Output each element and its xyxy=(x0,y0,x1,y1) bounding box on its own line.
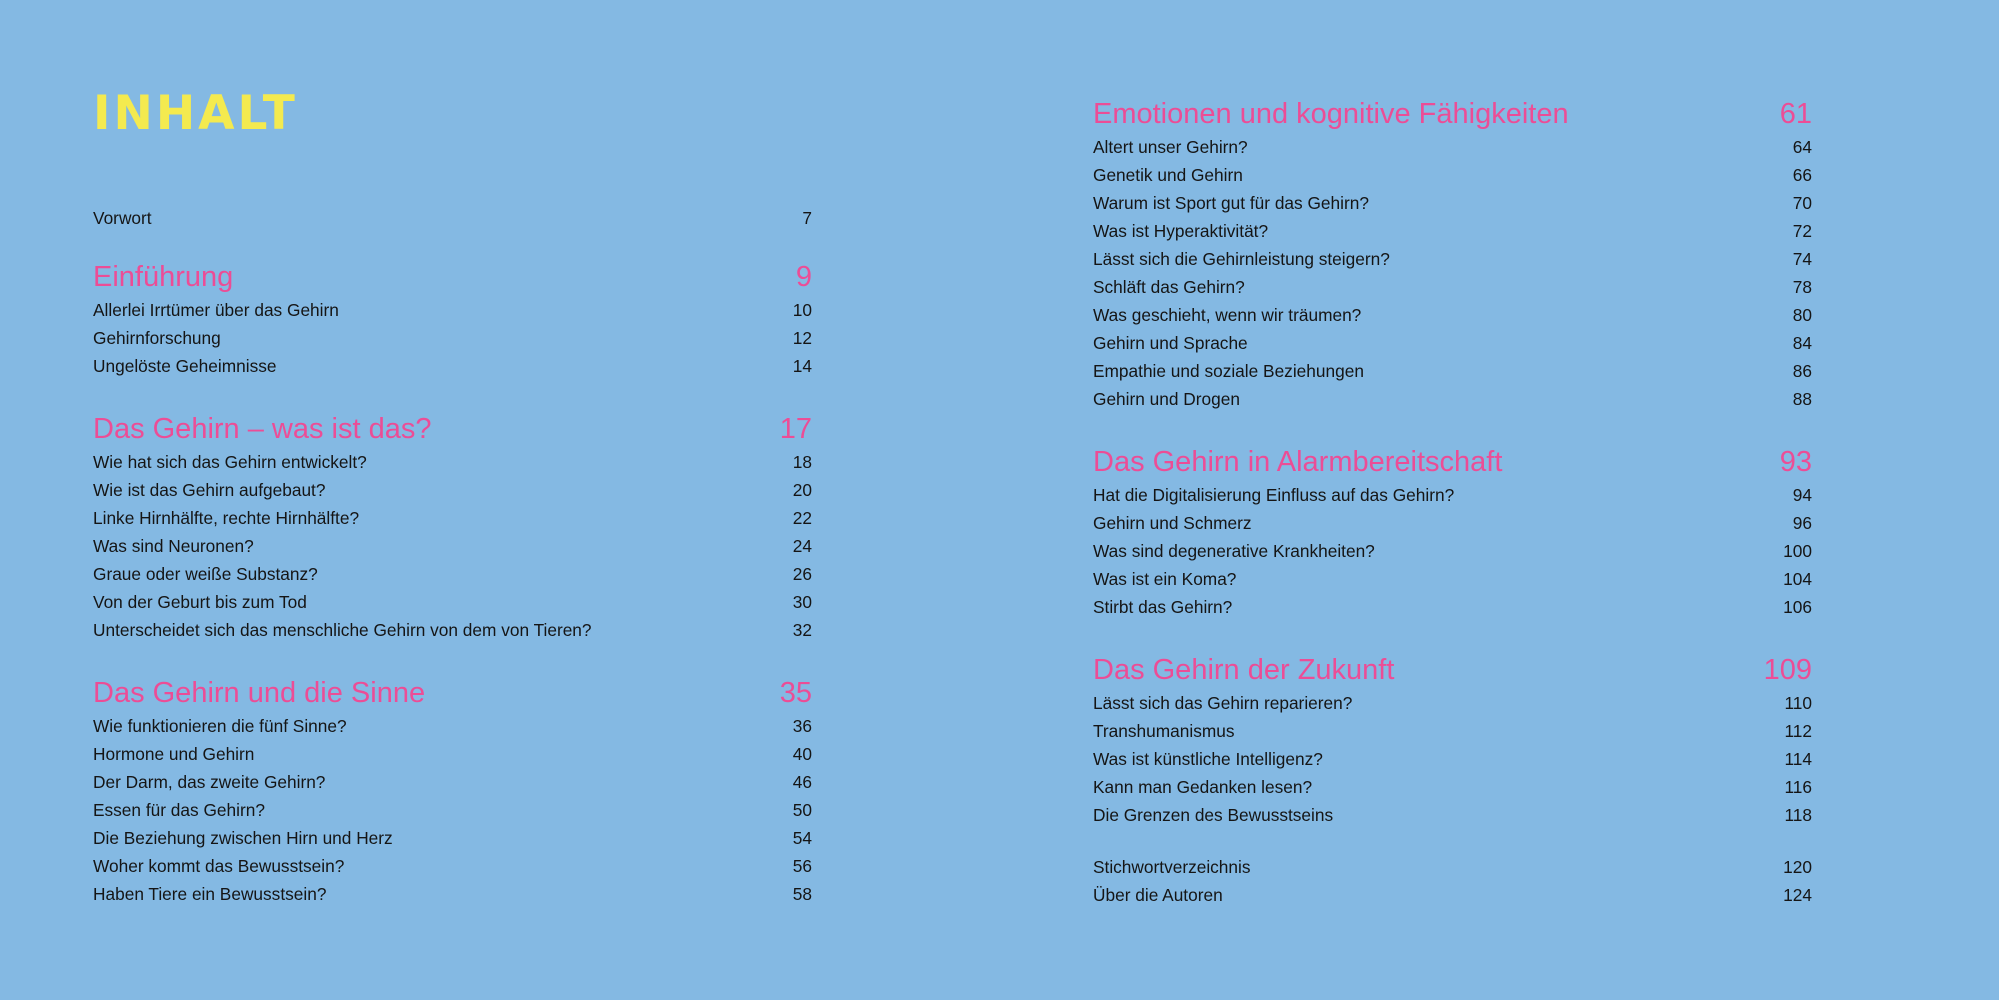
toc-entry-title: Von der Geburt bis zum Tod xyxy=(93,592,307,612)
toc-entry-stichwortverzeichnis[interactable] xyxy=(1093,853,1812,881)
toc-entry[interactable] xyxy=(93,588,812,616)
toc-entry[interactable] xyxy=(1093,717,1812,745)
toc-entry-page: 96 xyxy=(1792,513,1812,533)
toc-entry[interactable] xyxy=(93,768,812,796)
toc-entry-page: 46 xyxy=(792,772,812,792)
toc-section-heading[interactable] xyxy=(1093,444,1812,480)
toc-entry[interactable] xyxy=(1093,537,1812,565)
toc-entry-title: Gehirn und Drogen xyxy=(1093,389,1240,409)
toc-entry-title: Wie ist das Gehirn aufgebaut? xyxy=(93,480,326,500)
toc-entry-page: 84 xyxy=(1792,333,1812,353)
toc-entry-title: Altert unser Gehirn? xyxy=(1093,137,1248,157)
toc-entry-page: 10 xyxy=(792,300,812,320)
toc-entry[interactable] xyxy=(93,532,812,560)
toc-entry-title: Die Grenzen des Bewusstseins xyxy=(1093,805,1334,825)
toc-section-heading[interactable] xyxy=(93,675,812,711)
toc-entry[interactable] xyxy=(1093,245,1812,273)
toc-entry[interactable] xyxy=(93,824,812,852)
toc-section-page: 17 xyxy=(779,413,812,445)
toc-section-title: Emotionen und kognitive Fähigkeiten xyxy=(1093,98,1569,130)
toc-entry[interactable] xyxy=(93,852,812,880)
page-title: INHALT xyxy=(93,86,298,141)
toc-entry-title: Der Darm, das zweite Gehirn? xyxy=(93,772,326,792)
toc-section-page: 9 xyxy=(795,261,812,293)
toc-entry-page: 18 xyxy=(792,452,812,472)
toc-entry-title: Woher kommt das Bewusstsein? xyxy=(93,856,345,876)
toc-section-heading[interactable] xyxy=(93,411,812,447)
toc-entry[interactable] xyxy=(1093,565,1812,593)
toc-entry-title: Warum ist Sport gut für das Gehirn? xyxy=(1093,193,1369,213)
toc-entry-page: 112 xyxy=(1784,721,1812,741)
toc-entry-page: 54 xyxy=(792,828,812,848)
toc-entry-page: 80 xyxy=(1792,305,1812,325)
toc-entry[interactable] xyxy=(1093,161,1812,189)
toc-entry-title: Graue oder weiße Substanz? xyxy=(93,564,318,584)
toc-entry[interactable] xyxy=(93,740,812,768)
toc-entry-title: Was ist Hyperaktivität? xyxy=(1093,221,1269,241)
toc-section-emotionen xyxy=(1093,96,1812,413)
toc-entry-page: 110 xyxy=(1784,693,1812,713)
toc-entry[interactable] xyxy=(93,448,812,476)
toc-section-page: 35 xyxy=(779,677,812,709)
toc-entry-page: 20 xyxy=(792,480,812,500)
toc-entry[interactable] xyxy=(1093,801,1812,829)
toc-section-heading[interactable] xyxy=(93,259,812,295)
toc-entry-title: Ungelöste Geheimnisse xyxy=(93,356,277,376)
toc-entry-page: 12 xyxy=(792,328,812,348)
toc-entry-page: 88 xyxy=(1792,389,1812,409)
toc-entry-page: 124 xyxy=(1783,885,1812,905)
toc-entry[interactable] xyxy=(93,560,812,588)
toc-section-gehirn-was-ist-das xyxy=(93,411,812,644)
toc-intro-group xyxy=(93,204,812,232)
toc-entry[interactable] xyxy=(93,712,812,740)
toc-entry-page: 114 xyxy=(1784,749,1812,769)
toc-section-page: 61 xyxy=(1779,98,1812,130)
toc-entry-title: Linke Hirnhälfte, rechte Hirnhälfte? xyxy=(93,508,360,528)
toc-entry-title: Lässt sich die Gehirnleistung steigern? xyxy=(1093,249,1390,269)
toc-entry-title: Schläft das Gehirn? xyxy=(1093,277,1245,297)
toc-entry-page: 24 xyxy=(792,536,812,556)
toc-entry-title: Was geschieht, wenn wir träumen? xyxy=(1093,305,1362,325)
toc-entry-page: 86 xyxy=(1792,361,1812,381)
toc-entry-page: 106 xyxy=(1783,597,1812,617)
toc-entry-title: Was ist künstliche Intelligenz? xyxy=(1093,749,1323,769)
toc-entry-page: 104 xyxy=(1783,569,1812,589)
toc-entry-page: 32 xyxy=(792,620,812,640)
toc-entry-title: Transhumanismus xyxy=(1093,721,1235,741)
toc-section-alarmbereitschaft xyxy=(1093,444,1812,621)
toc-entry-page: 7 xyxy=(802,208,812,228)
toc-entry[interactable] xyxy=(1093,329,1812,357)
toc-entry-page: 58 xyxy=(792,884,812,904)
toc-entry[interactable] xyxy=(93,476,812,504)
toc-entry-title: Haben Tiere ein Bewusstsein? xyxy=(93,884,327,904)
toc-entry[interactable] xyxy=(1093,273,1812,301)
toc-entry[interactable] xyxy=(93,616,812,644)
toc-entry-ueber-die-autoren[interactable] xyxy=(1093,881,1812,909)
toc-entry-vorwort[interactable] xyxy=(93,204,812,232)
toc-entry-title: Essen für das Gehirn? xyxy=(93,800,265,820)
toc-entry-page: 118 xyxy=(1784,805,1812,825)
toc-entry-page: 22 xyxy=(792,508,812,528)
toc-entry-title: Über die Autoren xyxy=(1093,885,1223,905)
toc-entry-page: 30 xyxy=(792,592,812,612)
toc-entry[interactable] xyxy=(1093,189,1812,217)
toc-entry-title: Empathie und soziale Beziehungen xyxy=(1093,361,1364,381)
toc-entry-page: 100 xyxy=(1783,541,1812,561)
toc-entry[interactable] xyxy=(93,352,812,380)
toc-section-heading[interactable] xyxy=(1093,96,1812,132)
toc-entry[interactable] xyxy=(1093,357,1812,385)
toc-entry-title: Allerlei Irrtümer über das Gehirn xyxy=(93,300,339,320)
toc-section-gehirn-und-sinne xyxy=(93,675,812,908)
toc-entry-title: Vorwort xyxy=(93,208,152,228)
toc-section-einfuehrung xyxy=(93,259,812,380)
toc-entry[interactable] xyxy=(1093,385,1812,413)
toc-entry-page: 78 xyxy=(1792,277,1812,297)
toc-section-heading[interactable] xyxy=(1093,652,1812,688)
toc-entry-page: 116 xyxy=(1784,777,1812,797)
toc-entry-page: 50 xyxy=(792,800,812,820)
toc-section-title: Das Gehirn und die Sinne xyxy=(93,677,426,709)
toc-section-zukunft xyxy=(1093,652,1812,829)
toc-entry[interactable] xyxy=(1093,773,1812,801)
toc-section-page: 109 xyxy=(1763,654,1812,686)
toc-entry-title: Hat die Digitalisierung Einfluss auf das Gehirn? xyxy=(1093,485,1455,505)
toc-entry-page: 40 xyxy=(792,744,812,764)
toc-entry-title: Hormone und Gehirn xyxy=(93,744,255,764)
toc-section-title: Das Gehirn in Alarmbereitschaft xyxy=(1093,446,1503,478)
toc-entry-page: 26 xyxy=(792,564,812,584)
toc-entry[interactable] xyxy=(1093,509,1812,537)
toc-entry-title: Was sind degenerative Krankheiten? xyxy=(1093,541,1375,561)
toc-entry[interactable] xyxy=(93,296,812,324)
toc-entry-page: 14 xyxy=(792,356,812,376)
toc-entry-title: Kann man Gedanken lesen? xyxy=(1093,777,1313,797)
toc-entry-title: Stirbt das Gehirn? xyxy=(1093,597,1233,617)
toc-entry-title: Was ist ein Koma? xyxy=(1093,569,1237,589)
toc-entry-title: Genetik und Gehirn xyxy=(1093,165,1243,185)
toc-section-title: Das Gehirn der Zukunft xyxy=(1093,654,1395,686)
toc-entry[interactable] xyxy=(1093,593,1812,621)
toc-entry[interactable] xyxy=(1093,217,1812,245)
toc-entry-page: 94 xyxy=(1792,485,1812,505)
toc-entry-title: Wie funktionieren die fünf Sinne? xyxy=(93,716,347,736)
toc-entry-page: 66 xyxy=(1792,165,1812,185)
toc-entry-title: Wie hat sich das Gehirn entwickelt? xyxy=(93,452,367,472)
toc-entry[interactable] xyxy=(1093,133,1812,161)
toc-entry-page: 64 xyxy=(1792,137,1812,157)
toc-entry[interactable] xyxy=(93,504,812,532)
toc-entry-page: 70 xyxy=(1792,193,1812,213)
toc-entry-page: 36 xyxy=(792,716,812,736)
toc-entry[interactable] xyxy=(1093,301,1812,329)
toc-outro-group xyxy=(1093,853,1812,909)
toc-entry-title: Lässt sich das Gehirn reparieren? xyxy=(1093,693,1353,713)
toc-entry[interactable] xyxy=(1093,689,1812,717)
toc-entry-page: 74 xyxy=(1792,249,1812,269)
toc-entry[interactable] xyxy=(1093,745,1812,773)
toc-entry-title: Unterscheidet sich das menschliche Gehirn von dem von Tieren? xyxy=(93,620,592,640)
toc-entry-title: Gehirn und Schmerz xyxy=(1093,513,1252,533)
toc-entry-title: Gehirn und Sprache xyxy=(1093,333,1248,353)
toc-entry[interactable] xyxy=(93,880,812,908)
toc-section-page: 93 xyxy=(1779,446,1812,478)
toc-section-title: Einführung xyxy=(93,261,234,293)
toc-entry-title: Stichwortverzeichnis xyxy=(1093,857,1251,877)
toc-entry-title: Die Beziehung zwischen Hirn und Herz xyxy=(93,828,393,848)
toc-entry[interactable] xyxy=(93,796,812,824)
toc-entry-page: 56 xyxy=(792,856,812,876)
toc-entry-title: Gehirnforschung xyxy=(93,328,221,348)
toc-entry[interactable] xyxy=(93,324,812,352)
toc-section-title: Das Gehirn – was ist das? xyxy=(93,413,432,445)
toc-entry-page: 72 xyxy=(1792,221,1812,241)
toc-entry-page: 120 xyxy=(1783,857,1812,877)
toc-entry[interactable] xyxy=(1093,481,1812,509)
toc-entry-title: Was sind Neuronen? xyxy=(93,536,254,556)
